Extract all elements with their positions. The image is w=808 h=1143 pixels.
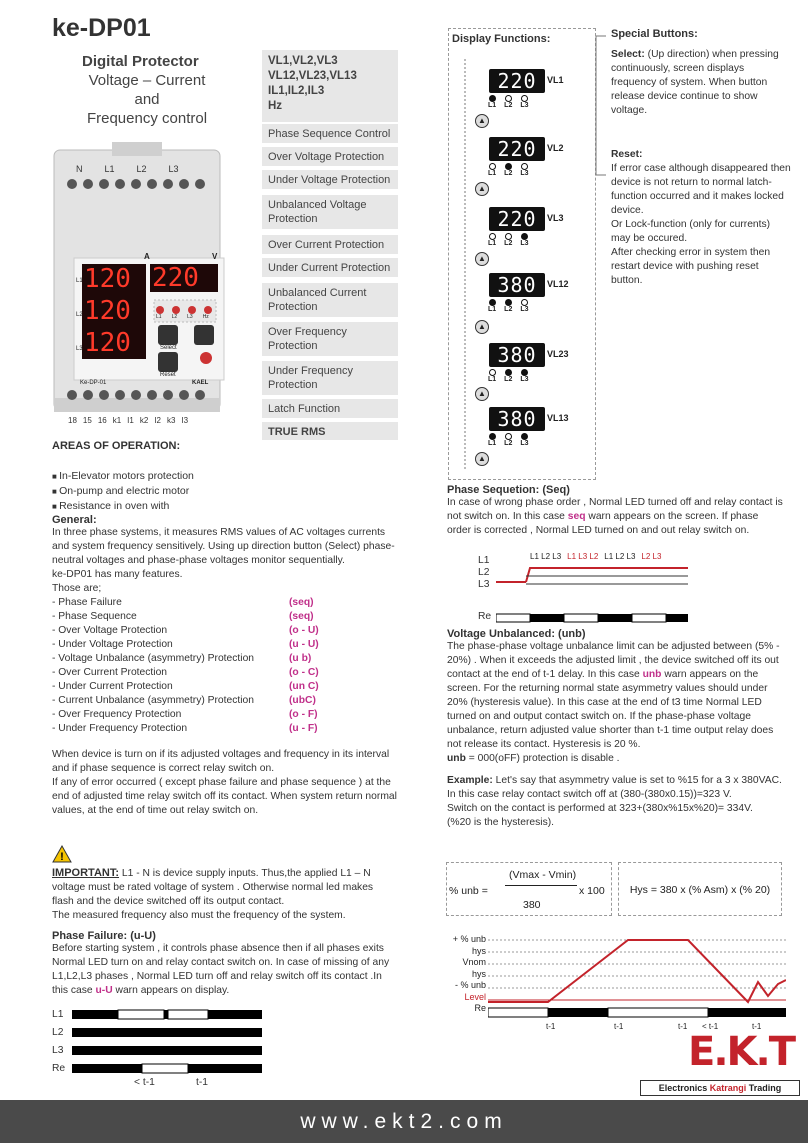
led-label: L2 <box>504 102 513 109</box>
list-item: ■ On-pump and electric motor <box>52 484 194 499</box>
logo-tagline: Katrangi <box>709 1083 747 1093</box>
important-text: L1 - N is device supply inputs. Thus,the applied L1 – N voltage must be rated voltage of system . Otherwise normal led makes flash and the device switched off its output contact. <box>52 868 374 907</box>
led-label: L1 <box>488 376 497 383</box>
measurement-list <box>262 50 398 122</box>
important-label: IMPORTANT: <box>52 867 120 879</box>
list-item: ■ In-Elevator motors protection <box>52 469 194 484</box>
unb-heading: Voltage Unbalanced: (unb) <box>447 628 586 640</box>
device-illustration <box>52 140 227 430</box>
chart-label: hys <box>471 945 486 956</box>
terminal-label: k1 <box>112 416 122 425</box>
list-item: - Over Voltage Protection (o - U) <box>52 625 319 636</box>
delay-label: < t-1 <box>702 1022 719 1031</box>
volt-label: V <box>212 252 218 261</box>
unb-code: unb <box>642 669 662 680</box>
feature-box: Under Frequency Protection <box>262 361 398 395</box>
delay-label: t-1 <box>546 1022 556 1031</box>
led-indicator <box>505 369 512 376</box>
example-label: Example: <box>447 775 493 786</box>
led-indicator <box>521 233 528 240</box>
terminal-label: 16 <box>97 416 107 425</box>
general-line: ke-DP01 has many features. <box>52 569 183 580</box>
phase-sequence-chart <box>478 552 688 628</box>
spec-item: IL1,IL2,IL3 <box>268 85 325 97</box>
led-label: L3 <box>187 314 193 320</box>
logo-tagline: Trading <box>746 1083 782 1093</box>
led-indicator <box>505 233 512 240</box>
protection-list <box>52 596 397 736</box>
display-label: VL2 <box>547 143 564 153</box>
led-label: Hz <box>202 314 209 320</box>
spec-item: VL1,VL2,VL3 <box>268 55 338 67</box>
amp-label: A <box>144 252 150 261</box>
voltage-value: 220 <box>152 263 199 293</box>
led-indicator <box>505 433 512 440</box>
led-indicator <box>489 233 496 240</box>
model-label: Ke-DP-01 <box>80 380 107 386</box>
terminal-label: I1 <box>127 416 134 425</box>
ekt-logo <box>640 1030 800 1100</box>
unb-code: unb <box>447 753 466 764</box>
terminal-label: L2 <box>136 164 147 174</box>
up-arrow-icon: ▲ <box>475 452 489 466</box>
unbalance-chart <box>446 934 786 1038</box>
list-item: - Under Frequency Protection (u - F) <box>52 723 318 734</box>
spec-item: VL12,VL23,VL13 <box>268 70 357 82</box>
signal-label: L1 <box>478 555 490 566</box>
phase-failure-heading: Phase Failure: (u-U) <box>52 930 156 942</box>
led-label: L1 <box>488 240 497 247</box>
order-label: L1 L3 L2 <box>567 552 599 561</box>
lcd-display: 380 <box>489 343 545 367</box>
subtitle-line: and <box>134 91 160 108</box>
example-line: (%20 is the hysteresis). <box>447 817 555 828</box>
signal-label: L2 <box>52 1027 64 1038</box>
chart-label: + % unb <box>452 934 486 944</box>
seq-heading: Phase Sequetion: (Seq) <box>447 484 570 496</box>
hysteresis-formula: Hys = 380 x (% Asm) x (% 20) <box>618 862 782 916</box>
order-label: L1 L2 L3 <box>530 552 562 561</box>
warning-icon <box>52 845 72 863</box>
phase-failure-chart <box>52 1006 262 1096</box>
formula-rhs: x 100 <box>579 885 605 897</box>
led-indicator <box>489 299 496 306</box>
footer-url: www.ekt2.com <box>0 1100 808 1143</box>
general-text: In three phase systems, it measures RMS values of AC voltages currents and system frequency sensitively. Using up direction button (Select) phase-neutral voltages and phase-phase voltages monitor sequentially. <box>52 527 395 566</box>
led-label: L2 <box>171 314 178 320</box>
general-line: Those are; <box>52 583 102 594</box>
led-indicator <box>521 369 528 376</box>
important-note <box>52 866 397 923</box>
special-buttons-section <box>611 28 791 288</box>
phase-failure-code: u-U <box>95 985 113 996</box>
terminal-label: L1 <box>104 164 115 174</box>
led-label: L2 <box>504 306 513 313</box>
led-label: L3 <box>520 240 529 247</box>
display-label: VL23 <box>547 349 569 359</box>
led-indicator <box>505 95 512 102</box>
led-label: L1 <box>488 306 497 313</box>
turn-on-text: When device is turn on if its adjusted voltages and frequency in its interval and if phase sequence is correct relay switch on. <box>52 749 390 774</box>
reset-text: After checking error in system then restart device with pushing reset button. <box>611 247 771 286</box>
seq-text: In case of wrong phase order , Normal LED turned off and relay contact is not switch on. In this case <box>447 497 783 522</box>
led-label: L3 <box>520 102 529 109</box>
delay-label: t-1 <box>678 1022 688 1031</box>
up-arrow-icon: ▲ <box>475 387 489 401</box>
feature-box: Over Frequency Protection <box>262 322 398 356</box>
terminal-label: I2 <box>154 416 161 425</box>
feature-box: Under Voltage Protection <box>262 170 398 189</box>
formula-numerator: (Vmax - Vmin) <box>509 869 577 881</box>
led-label: L2 <box>504 376 513 383</box>
chart-label: Vnom <box>462 957 486 967</box>
feature-box: Over Voltage Protection <box>262 147 398 166</box>
reset-label: Reset: <box>611 149 643 160</box>
led-indicator <box>505 299 512 306</box>
row-label: L3 <box>76 346 83 352</box>
feature-box: Unbalanced Current Protection <box>262 283 398 317</box>
select-label: Select: <box>611 49 645 60</box>
phase-failure-text: warn appears on display. <box>112 985 230 996</box>
led-indicator <box>521 163 528 170</box>
list-item: - Over Current Protection (o - C) <box>52 667 319 678</box>
areas-list <box>52 469 194 514</box>
general-heading: General: <box>52 514 97 526</box>
subtitle-bold: Digital Protector <box>82 53 199 70</box>
display-label: VL13 <box>547 413 569 423</box>
special-heading: Special Buttons: <box>611 28 698 40</box>
list-item: - Phase Sequence (seq) <box>52 611 314 622</box>
important-line: The measured frequency also must the frequency of the system. <box>52 910 346 921</box>
lcd-display: 220 <box>489 207 545 231</box>
terminal-label: N <box>76 164 83 174</box>
select-text: (Up direction) when pressing continuously, screen displays frequency of system. When button release device continue to show voltage. <box>611 49 779 116</box>
led-indicator <box>505 163 512 170</box>
feature-box: Latch Function <box>262 399 398 418</box>
row-label: L1 <box>76 278 83 284</box>
feature-box: Phase Sequence Control <box>262 124 398 143</box>
led-indicator <box>521 299 528 306</box>
signal-label: L2 <box>478 567 490 578</box>
led-label: L1 <box>156 314 162 320</box>
lcd-display: 220 <box>489 69 545 93</box>
signal-label: Re <box>478 611 492 622</box>
areas-heading: AREAS OF OPERATION: <box>52 440 181 452</box>
signal-label: L3 <box>52 1045 64 1056</box>
delay-label: < t-1 <box>134 1077 155 1088</box>
voltage-unbalance-section <box>447 628 785 830</box>
phase-failure-section <box>52 930 397 998</box>
up-arrow-icon: ▲ <box>475 252 489 266</box>
delay-label: t-1 <box>196 1077 209 1088</box>
signal-label: L1 <box>52 1009 64 1020</box>
reset-text: Or Lock-function (only for currents) may be occured. <box>611 219 771 244</box>
led-indicator <box>489 95 496 102</box>
spec-item: Hz <box>268 100 283 112</box>
phase-failure-text: Before starting system , it controls phase absence then if all phases exits Normal LED turn on and relay contact switch on. In case of missing of any L1,L2,L3 phases , Normal LED turn off and relay switch off its contact .In this case <box>52 943 390 996</box>
order-label: L1 L2 L3 <box>604 552 636 561</box>
logo-text: E.K.T <box>688 1029 794 1075</box>
up-arrow-icon: ▲ <box>475 320 489 334</box>
logo-tagline: Electronics <box>658 1083 710 1093</box>
led-label: L2 <box>504 240 513 247</box>
select-button-label: Select <box>160 345 177 351</box>
current-l2-value: 120 <box>84 296 131 326</box>
unbalance-formula <box>446 862 612 916</box>
signal-label: Re <box>52 1063 66 1074</box>
display-label: VL12 <box>547 279 569 289</box>
list-item: - Current Unbalance (asymmetry) Protection (ubC) <box>52 695 316 706</box>
page-title: ke-DP01 <box>52 14 151 42</box>
formula-lhs: % unb = <box>449 885 488 897</box>
terminal-label: 15 <box>82 416 92 425</box>
feature-box: Under Current Protection <box>262 258 398 277</box>
lcd-display: 380 <box>489 273 545 297</box>
product-subtitle <box>82 52 212 128</box>
general-section <box>52 514 397 818</box>
list-item: - Under Current Protection (un C) <box>52 681 319 692</box>
example-line: Switch on the contact is performed at 323+(380x%15x%20)= 334V. <box>447 803 753 814</box>
lcd-display: 220 <box>489 137 545 161</box>
led-label: L3 <box>520 306 529 313</box>
terminal-label: I3 <box>181 416 189 425</box>
led-label: L2 <box>504 170 513 177</box>
led-label: L2 <box>504 440 513 447</box>
led-label: L1 <box>488 102 497 109</box>
display-label: VL1 <box>547 75 564 85</box>
list-item: - Voltage Unbalance (asymmetry) Protection (u b) <box>52 653 312 664</box>
list-item: - Over Frequency Protection (o - F) <box>52 709 318 720</box>
led-label: L3 <box>520 376 529 383</box>
led-indicator <box>489 369 496 376</box>
brand-label: KAEL <box>192 380 209 386</box>
display-label: VL3 <box>547 213 564 223</box>
reset-text: If error case although disappeared then device is not return to normal latch-function occurred and it makes locked device. <box>611 163 791 216</box>
terminal-label: k3 <box>166 416 176 425</box>
order-label: L2 L3 <box>641 552 662 561</box>
turn-on-text: If any of error occurred ( except phase failure and phase sequence ) at the end of adjusted time relay switch off its contact. When system return normal values, at the end of time out relay switch on. <box>52 777 397 816</box>
feature-box: Unbalanced Voltage Protection <box>262 195 398 229</box>
terminal-label: k2 <box>139 416 149 425</box>
display-functions-panel <box>448 28 596 480</box>
seq-code: seq <box>567 511 586 522</box>
reset-button-label: Reset <box>160 372 176 378</box>
led-label: L3 <box>520 170 529 177</box>
terminal-label: 18 <box>68 416 77 425</box>
display-heading: Display Functions: <box>452 33 551 45</box>
up-arrow-icon: ▲ <box>475 182 489 196</box>
bracket-lines <box>594 30 608 180</box>
unb-text: The phase-phase voltage unbalance limit can be adjusted between (5% - 20%) . When it exceeds the adjusted limit , the device switched off its out contact at the end of t-1 delay. In this case <box>447 641 780 680</box>
chart-label: - % unb <box>454 980 486 990</box>
chart-label: Re <box>474 1003 486 1013</box>
current-l3-value: 120 <box>84 328 131 358</box>
signal-label: L3 <box>478 579 490 590</box>
subtitle-line: Voltage – Current <box>88 72 206 89</box>
led-label: L3 <box>520 440 529 447</box>
chart-label: hys <box>471 968 486 979</box>
phase-sequence-section <box>447 484 785 538</box>
terminal-label: L3 <box>168 164 179 174</box>
lcd-display: 380 <box>489 407 545 431</box>
subtitle-line: Frequency control <box>86 110 208 127</box>
up-arrow-icon: ▲ <box>475 114 489 128</box>
delay-label: t-1 <box>752 1022 762 1031</box>
current-l1-value: 120 <box>84 264 131 294</box>
example-line: In this case relay contact switch off at (380-(380x0.15))=323 V. <box>447 789 732 800</box>
led-indicator <box>489 433 496 440</box>
chart-label: Level <box>464 991 486 1002</box>
list-item: - Phase Failure (seq) <box>52 597 314 608</box>
led-label: L1 <box>488 170 497 177</box>
seq-text: warn appears on the screen. If phase order is corrected , Normal LED turned on and out relay switch on. <box>447 511 759 536</box>
unb-text: warn appears on the screen. For the returning normal state asymmetry values should under 20% (hysteresis value). In this case at the end of t3 time Normal LED turned on and output contact switch on. If the phase-phase voltage unbalance, return adjusted value shorter than t-1 time output relay does not release its contact. Hysteresis is 20 %. <box>447 669 774 750</box>
row-label: L2 <box>76 312 83 318</box>
list-item: ■ Resistance in oven with <box>52 499 194 514</box>
led-indicator <box>521 95 528 102</box>
led-label: L1 <box>488 440 497 447</box>
list-item: - Under Voltage Protection (u - U) <box>52 639 319 650</box>
svg-text:!: ! <box>60 851 64 863</box>
feature-box: TRUE RMS <box>262 422 398 440</box>
feature-box: Over Current Protection <box>262 235 398 254</box>
delay-label: t-1 <box>614 1022 624 1031</box>
example-text: Let's say that asymmetry value is set to %15 for a 3 x 380VAC. <box>492 775 782 786</box>
unb-text: = 000(oFF) protection is disable . <box>465 753 620 764</box>
led-indicator <box>489 163 496 170</box>
formula-denominator: 380 <box>523 899 541 911</box>
led-indicator <box>521 433 528 440</box>
